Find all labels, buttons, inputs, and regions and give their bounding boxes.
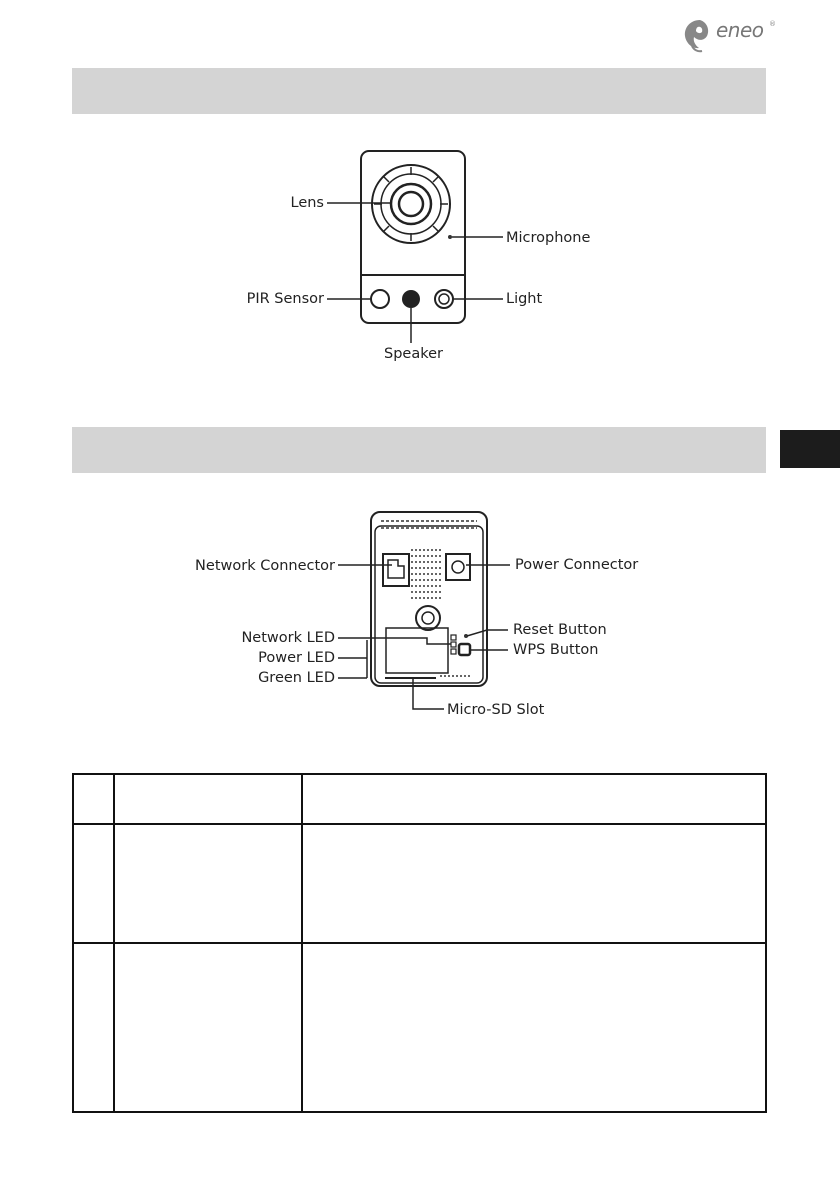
label-microphone: Microphone <box>506 230 591 246</box>
label-power-led: Power LED <box>258 650 335 666</box>
label-micro-sd-slot: Micro-SD Slot <box>447 702 545 718</box>
label-power-connector: Power Connector <box>515 557 639 573</box>
table-cell <box>73 943 114 1112</box>
table-cell <box>73 774 114 824</box>
table-cell <box>73 824 114 943</box>
label-reset-button: Reset Button <box>513 622 607 638</box>
pir-sensor-icon <box>371 290 389 308</box>
label-network-connector: Network Connector <box>195 558 335 574</box>
label-light: Light <box>506 291 543 307</box>
label-green-led: Green LED <box>258 670 335 686</box>
table-cell <box>302 774 766 824</box>
label-wps-button: WPS Button <box>513 642 599 658</box>
light-icon <box>435 290 453 308</box>
microphone-icon <box>448 235 452 239</box>
table-row <box>73 943 766 1112</box>
spec-table <box>72 773 767 1113</box>
table-cell <box>114 774 302 824</box>
label-speaker: Speaker <box>384 346 443 362</box>
table-cell <box>302 943 766 1112</box>
table-cell <box>114 824 302 943</box>
label-pir-sensor: PIR Sensor <box>246 291 324 307</box>
table-cell <box>114 943 302 1112</box>
status-led-icons <box>451 635 456 654</box>
registered-mark: ® <box>769 20 776 28</box>
label-network-led: Network LED <box>241 630 335 646</box>
table-row <box>73 824 766 943</box>
table-cell <box>302 824 766 943</box>
speaker-icon <box>402 290 420 308</box>
brand-name: eneo <box>716 18 764 42</box>
rear-camera-illustration <box>371 512 487 686</box>
label-lens: Lens <box>290 195 324 211</box>
wps-button-icon <box>459 644 470 655</box>
table-row <box>73 774 766 824</box>
